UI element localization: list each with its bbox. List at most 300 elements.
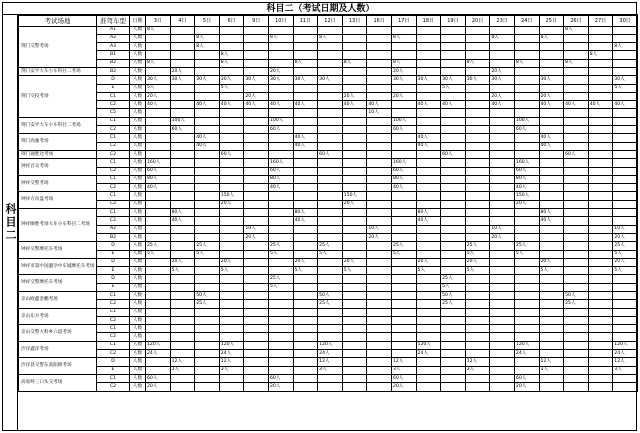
quota-cell — [244, 167, 269, 175]
header-date: 11日 — [293, 16, 318, 27]
quota-cell: 60人 — [146, 167, 171, 175]
quota-cell — [170, 92, 195, 100]
quota-cell — [170, 325, 195, 333]
quota-cell — [539, 150, 564, 158]
quota-cell: 20人 — [170, 258, 195, 266]
quota-cell — [613, 134, 638, 142]
quota-cell — [588, 109, 613, 117]
quota-cell — [564, 366, 589, 374]
quota-cell — [146, 217, 171, 225]
quota-cell — [367, 341, 392, 349]
quota-cell — [588, 200, 613, 208]
quota-cell: 20人 — [170, 67, 195, 75]
vehicle-type: C1 — [97, 175, 130, 183]
quota-cell — [170, 134, 195, 142]
quota-cell: 20人 — [391, 383, 416, 391]
header-date: 17日 — [391, 16, 416, 27]
quota-cell — [465, 150, 490, 158]
quota-cell — [244, 316, 269, 324]
quota-cell — [416, 43, 441, 51]
vehicle-type: A1 — [97, 26, 130, 34]
quota-cell — [195, 200, 220, 208]
quota-cell — [441, 167, 466, 175]
row-metric: 人数 — [130, 184, 146, 192]
quota-cell — [465, 92, 490, 100]
quota-cell — [416, 150, 441, 158]
quota-cell — [416, 250, 441, 258]
quota-cell: 30人 — [170, 76, 195, 84]
quota-cell — [219, 292, 244, 300]
quota-cell — [539, 292, 564, 300]
quota-cell — [441, 316, 466, 324]
row-metric: 人数 — [130, 167, 146, 175]
quota-cell — [514, 225, 539, 233]
quota-cell — [490, 126, 515, 134]
quota-cell — [244, 34, 269, 42]
quota-cell — [293, 184, 318, 192]
quota-cell — [293, 43, 318, 51]
header-date: 23日 — [490, 16, 515, 27]
quota-cell — [367, 126, 392, 134]
table-row — [19, 341, 638, 349]
quota-cell — [465, 126, 490, 134]
site-name: 钟祥交警摩托车考场 — [19, 275, 97, 292]
table-row — [19, 175, 638, 183]
quota-cell: 40人 — [539, 101, 564, 109]
vehicle-type: C1 — [97, 192, 130, 200]
table-row — [19, 51, 638, 59]
quota-cell — [342, 383, 367, 391]
quota-cell — [170, 308, 195, 316]
quota-cell — [219, 142, 244, 150]
quota-cell — [441, 308, 466, 316]
row-metric: 人数 — [130, 142, 146, 150]
quota-cell: 25人 — [441, 300, 466, 308]
row-metric: 人数 — [130, 292, 146, 300]
quota-cell: 40人 — [342, 101, 367, 109]
quota-cell: 20人 — [244, 233, 269, 241]
quota-cell: 40人 — [539, 134, 564, 142]
vehicle-type: C1 — [97, 117, 130, 125]
quota-cell — [170, 109, 195, 117]
quota-cell — [490, 59, 515, 67]
quota-cell — [564, 308, 589, 316]
quota-cell — [293, 150, 318, 158]
quota-cell — [244, 175, 269, 183]
quota-cell — [293, 175, 318, 183]
quota-cell — [465, 341, 490, 349]
quota-cell: 80人 — [170, 209, 195, 217]
quota-cell — [490, 358, 515, 366]
table-row — [19, 308, 638, 316]
quota-cell — [588, 358, 613, 366]
quota-cell: 5人 — [391, 250, 416, 258]
quota-cell — [564, 109, 589, 117]
table-row — [19, 126, 638, 134]
table-row — [19, 59, 638, 67]
quota-cell — [293, 159, 318, 167]
quota-cell: 50人 — [564, 292, 589, 300]
vehicle-type: E — [97, 283, 130, 291]
quota-cell — [146, 200, 171, 208]
quota-cell: 24人 — [514, 350, 539, 358]
quota-cell — [441, 341, 466, 349]
quota-cell — [170, 233, 195, 241]
quota-cell — [490, 325, 515, 333]
quota-cell: 40人 — [514, 184, 539, 192]
quota-cell — [342, 250, 367, 258]
quota-cell: 40人 — [146, 184, 171, 192]
quota-cell — [318, 192, 343, 200]
quota-cell — [391, 26, 416, 34]
quota-cell — [391, 341, 416, 349]
quota-cell — [195, 341, 220, 349]
quota-cell — [391, 192, 416, 200]
quota-cell: 20人 — [219, 200, 244, 208]
quota-cell — [514, 358, 539, 366]
quota-cell — [170, 51, 195, 59]
quota-cell — [195, 59, 220, 67]
quota-cell — [490, 175, 515, 183]
quota-cell: 50人 — [441, 292, 466, 300]
quota-cell — [490, 43, 515, 51]
quota-cell — [367, 175, 392, 183]
quota-cell — [391, 267, 416, 275]
quota-cell — [514, 150, 539, 158]
quota-cell — [293, 51, 318, 59]
header-date: 19日 — [441, 16, 466, 27]
quota-cell: 5人 — [539, 267, 564, 275]
table-row — [19, 366, 638, 374]
quota-cell: 160人 — [146, 159, 171, 167]
quota-cell — [170, 383, 195, 391]
quota-cell — [588, 242, 613, 250]
quota-cell — [391, 84, 416, 92]
quota-cell — [244, 308, 269, 316]
header-date: 3日 — [146, 16, 171, 27]
quota-cell — [564, 167, 589, 175]
quota-cell — [244, 374, 269, 382]
quota-cell — [219, 175, 244, 183]
quota-cell — [465, 300, 490, 308]
quota-cell — [318, 175, 343, 183]
quota-cell: 3人 — [219, 366, 244, 374]
quota-cell: 10人 — [490, 225, 515, 233]
header-date: 26日 — [564, 16, 589, 27]
quota-cell — [564, 333, 589, 341]
quota-cell — [441, 117, 466, 125]
quota-cell — [293, 275, 318, 283]
vehicle-type: D — [97, 275, 130, 283]
quota-cell — [588, 134, 613, 142]
quota-cell — [416, 84, 441, 92]
quota-cell — [441, 209, 466, 217]
quota-cell — [342, 292, 367, 300]
table-row — [19, 200, 638, 208]
site-name: 荆门交投考场 — [19, 76, 97, 117]
table-row — [19, 283, 638, 291]
quota-cell — [465, 350, 490, 358]
quota-cell: 60人 — [514, 167, 539, 175]
site-name: 钟祥顺胜考场大车小车科目二考场 — [19, 209, 97, 242]
quota-cell — [441, 250, 466, 258]
quota-cell: 40人 — [219, 101, 244, 109]
quota-cell: 60人 — [318, 150, 343, 158]
quota-cell: 120人 — [318, 341, 343, 349]
quota-cell: 100人 — [268, 117, 293, 125]
site-name: 京山东方考场 — [19, 308, 97, 325]
quota-cell — [564, 184, 589, 192]
quota-cell: 20人 — [391, 67, 416, 75]
quota-cell — [293, 292, 318, 300]
table-row — [19, 101, 638, 109]
quota-cell — [268, 225, 293, 233]
quota-cell — [146, 316, 171, 324]
quota-cell — [170, 292, 195, 300]
quota-cell — [293, 283, 318, 291]
quota-cell: 40人 — [564, 101, 589, 109]
quota-cell — [490, 142, 515, 150]
quota-cell — [588, 67, 613, 75]
quota-cell — [146, 275, 171, 283]
quota-cell — [367, 142, 392, 150]
quota-cell — [268, 350, 293, 358]
quota-cell: 40人 — [293, 134, 318, 142]
quota-cell — [564, 275, 589, 283]
quota-cell — [564, 192, 589, 200]
quota-cell: 20人 — [268, 67, 293, 75]
quota-cell: 20人 — [391, 92, 416, 100]
quota-cell: 60人 — [391, 374, 416, 382]
quota-cell — [318, 209, 343, 217]
quota-cell — [244, 341, 269, 349]
schedule-sheet — [2, 2, 637, 431]
quota-cell — [490, 192, 515, 200]
quota-cell — [588, 84, 613, 92]
quota-cell — [539, 84, 564, 92]
quota-cell — [539, 350, 564, 358]
quota-cell — [514, 325, 539, 333]
quota-cell — [539, 374, 564, 382]
row-metric: 人数 — [130, 316, 146, 324]
quota-cell — [514, 142, 539, 150]
quota-cell — [268, 217, 293, 225]
quota-cell — [367, 350, 392, 358]
vehicle-type: B2 — [97, 67, 130, 75]
quota-cell — [441, 159, 466, 167]
quota-cell — [146, 267, 171, 275]
quota-cell — [465, 109, 490, 117]
quota-cell — [564, 217, 589, 225]
quota-cell — [441, 51, 466, 59]
quota-cell — [588, 283, 613, 291]
quota-cell — [514, 92, 539, 100]
vehicle-type: A3 — [97, 43, 130, 51]
quota-cell — [588, 126, 613, 134]
quota-cell — [219, 275, 244, 283]
quota-cell: 30人 — [490, 76, 515, 84]
quota-cell: 25人 — [514, 242, 539, 250]
quota-cell: 20人 — [244, 92, 269, 100]
quota-cell — [146, 233, 171, 241]
quota-cell — [564, 350, 589, 358]
row-metric: 人数 — [130, 350, 146, 358]
quota-cell — [441, 192, 466, 200]
quota-cell — [490, 308, 515, 316]
quota-cell: 24人 — [318, 350, 343, 358]
quota-cell — [170, 250, 195, 258]
quota-cell — [268, 134, 293, 142]
vehicle-type: C2 — [97, 150, 130, 158]
quota-cell — [441, 258, 466, 266]
quota-cell — [564, 374, 589, 382]
quota-cell — [539, 300, 564, 308]
row-metric: 人数 — [130, 250, 146, 258]
quota-cell — [367, 242, 392, 250]
quota-cell — [465, 275, 490, 283]
quota-cell — [514, 217, 539, 225]
quota-cell — [416, 225, 441, 233]
vehicle-type: E — [97, 250, 130, 258]
quota-cell — [490, 200, 515, 208]
quota-cell: 20人 — [539, 258, 564, 266]
table-row — [19, 233, 638, 241]
quota-cell — [268, 366, 293, 374]
quota-cell — [416, 117, 441, 125]
quota-cell: 3人 — [539, 366, 564, 374]
quota-cell — [465, 175, 490, 183]
quota-cell: 40人 — [170, 217, 195, 225]
quota-cell — [195, 84, 220, 92]
quota-cell — [367, 374, 392, 382]
quota-cell — [293, 333, 318, 341]
quota-cell — [391, 134, 416, 142]
quota-cell: 8人 — [195, 43, 220, 51]
row-metric: 人数 — [130, 43, 146, 51]
quota-cell — [195, 258, 220, 266]
quota-cell — [367, 92, 392, 100]
quota-cell — [588, 233, 613, 241]
quota-cell — [293, 300, 318, 308]
quota-cell — [219, 283, 244, 291]
quota-cell — [219, 117, 244, 125]
quota-cell: 5人 — [613, 250, 638, 258]
quota-cell — [268, 209, 293, 217]
quota-cell — [514, 275, 539, 283]
quota-cell — [588, 209, 613, 217]
quota-cell — [244, 26, 269, 34]
quota-cell — [588, 43, 613, 51]
quota-cell — [613, 192, 638, 200]
quota-cell — [588, 366, 613, 374]
quota-cell — [146, 51, 171, 59]
quota-cell — [293, 67, 318, 75]
quota-cell — [564, 92, 589, 100]
quota-cell — [465, 333, 490, 341]
quota-cell: 3人 — [613, 366, 638, 374]
row-metric: 人数 — [130, 200, 146, 208]
quota-cell — [367, 333, 392, 341]
quota-cell — [342, 283, 367, 291]
row-metric: 人数 — [130, 267, 146, 275]
site-name: 荆门安平大车小车科目二考场 — [19, 117, 97, 134]
vehicle-type: C1 — [97, 308, 130, 316]
quota-cell — [539, 26, 564, 34]
quota-cell — [195, 109, 220, 117]
row-metric: 人数 — [130, 84, 146, 92]
quota-cell — [219, 134, 244, 142]
quota-cell: 12人 — [219, 358, 244, 366]
quota-cell — [441, 233, 466, 241]
quota-cell — [195, 175, 220, 183]
quota-cell — [219, 374, 244, 382]
quota-cell — [564, 316, 589, 324]
quota-cell — [465, 292, 490, 300]
quota-cell: 60人 — [441, 150, 466, 158]
quota-cell — [293, 92, 318, 100]
schedule-grid — [18, 15, 637, 430]
quota-cell: 8人 — [146, 26, 171, 34]
quota-cell — [416, 383, 441, 391]
quota-cell: 8人 — [391, 34, 416, 42]
table-row — [19, 374, 638, 382]
quota-cell — [244, 150, 269, 158]
quota-cell — [170, 341, 195, 349]
quota-cell: 8人 — [588, 51, 613, 59]
quota-cell: 100人 — [170, 117, 195, 125]
quota-cell: 25人 — [564, 300, 589, 308]
quota-cell — [318, 316, 343, 324]
quota-cell — [268, 358, 293, 366]
quota-cell — [195, 233, 220, 241]
quota-cell — [195, 26, 220, 34]
quota-cell — [490, 209, 515, 217]
quota-cell — [416, 159, 441, 167]
quota-cell — [490, 167, 515, 175]
quota-cell — [564, 250, 589, 258]
site-name: 荆门通胜达考场 — [19, 150, 97, 158]
quota-cell — [342, 300, 367, 308]
quota-cell — [441, 109, 466, 117]
quota-cell — [416, 167, 441, 175]
quota-cell — [588, 325, 613, 333]
row-metric: 人数 — [130, 233, 146, 241]
quota-cell — [441, 333, 466, 341]
row-metric: 人数 — [130, 258, 146, 266]
quota-cell — [441, 366, 466, 374]
quota-cell — [293, 250, 318, 258]
quota-cell — [367, 258, 392, 266]
table-row — [19, 316, 638, 324]
quota-cell — [318, 267, 343, 275]
quota-cell — [465, 84, 490, 92]
quota-cell — [244, 84, 269, 92]
quota-cell — [244, 366, 269, 374]
quota-cell — [613, 67, 638, 75]
quota-cell — [318, 101, 343, 109]
quota-cell: 20人 — [342, 200, 367, 208]
quota-cell — [342, 159, 367, 167]
quota-cell — [367, 300, 392, 308]
quota-cell: 40人 — [195, 101, 220, 109]
quota-cell — [441, 350, 466, 358]
quota-cell — [342, 366, 367, 374]
quota-cell — [146, 300, 171, 308]
quota-cell — [564, 209, 589, 217]
quota-cell: 80人 — [268, 175, 293, 183]
quota-cell — [342, 225, 367, 233]
quota-cell — [465, 325, 490, 333]
